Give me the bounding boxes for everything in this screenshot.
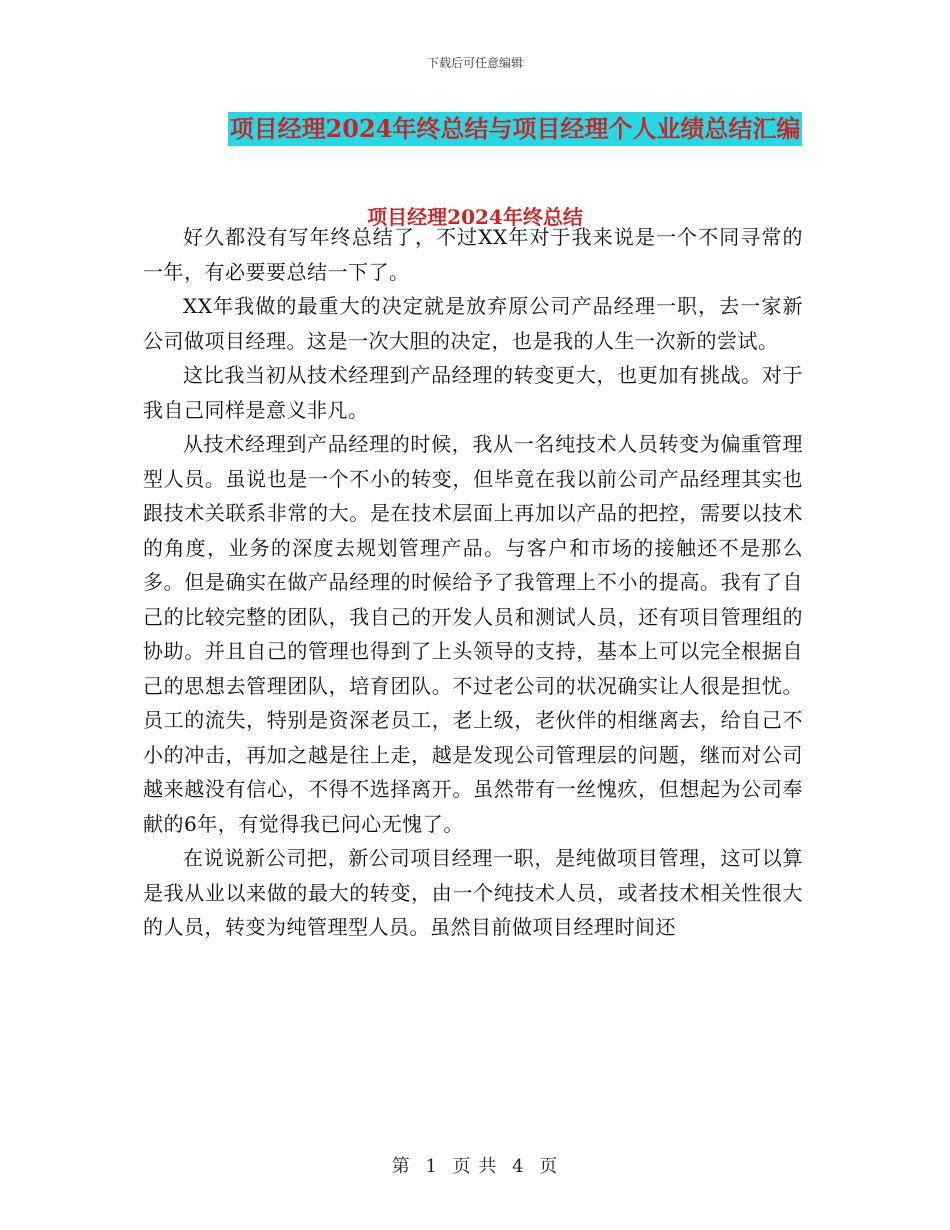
paragraph-3: 这比我当初从技术经理到产品经理的转变更大，也更加有挑战。对于我自己同样是意义非凡。 <box>143 363 803 422</box>
footer-current-page: 1 <box>425 1156 438 1177</box>
page-header-note: 下载后可任意编辑 <box>426 56 523 70</box>
paragraph-5: 在说说新公司把，新公司项目经理一职，是纯做项目管理，这可以算是我从业以来做的最大的转变，由一个纯技术人员，或者技术相关性很大的人员，转变为纯管理型人员。虽然目前做项目经理时间还 <box>143 846 803 939</box>
footer-total-pages: 4 <box>512 1156 525 1177</box>
paragraph-4: 从技术经理到产品经理的时候，我从一名纯技术人员转变为偏重管理型人员。虽说也是一个不小的转变，但毕竟在我以前公司产品经理其实也跟技术关联系非常的大。是在技术层面上再加以产品的把控，需要以技术的角度，业务的深度去规划管理产品。与客户和市场的接触还不是那么多。但是确实在做产品经理的时候给予了我管理上不小的提高。我有了自己的比较完整的团队，我自己的开发人员和测试人员，还有项目管理组的协助。并且自己的管理也得到了上头领导的支持，基本上可以完全根据自己的思想去管理团队，培育团队。不过老公司的状况确实让人很是担忧。员工的流失，特别是资深老员工，老上级，老伙伴的相继离去，给自己不小的冲击，再加之越是往上走，越是发现公司管理层的问题，继而对公司越来越没有信心，不得不选择离开。虽然带有一丝愧疚，但想起为公司奉献的6年，有觉得我已问心无愧了。 <box>143 432 803 836</box>
section-title: 项目经理2024年终总结 <box>367 205 583 229</box>
footer-suffix: 页 <box>539 1156 559 1177</box>
page-footer <box>0 1152 950 1178</box>
main-title: 项目经理2024年终总结与项目经理个人业绩总结汇编 <box>228 112 803 146</box>
main-title-container <box>0 112 950 146</box>
paragraph-2: XX年我做的最重大的决定就是放弃原公司产品经理一职，去一家新公司做项目经理。这是一次大胆的决定，也是我的人生一次新的尝试。 <box>143 294 803 353</box>
footer-middle: 页 共 <box>452 1156 498 1177</box>
paragraph-1: 好久都没有写年终总结了，不过XX年对于我来说是一个不同寻常的一年，有必要要总结一下了。 <box>143 225 803 284</box>
footer-prefix: 第 <box>391 1156 411 1177</box>
document-body <box>143 220 803 945</box>
